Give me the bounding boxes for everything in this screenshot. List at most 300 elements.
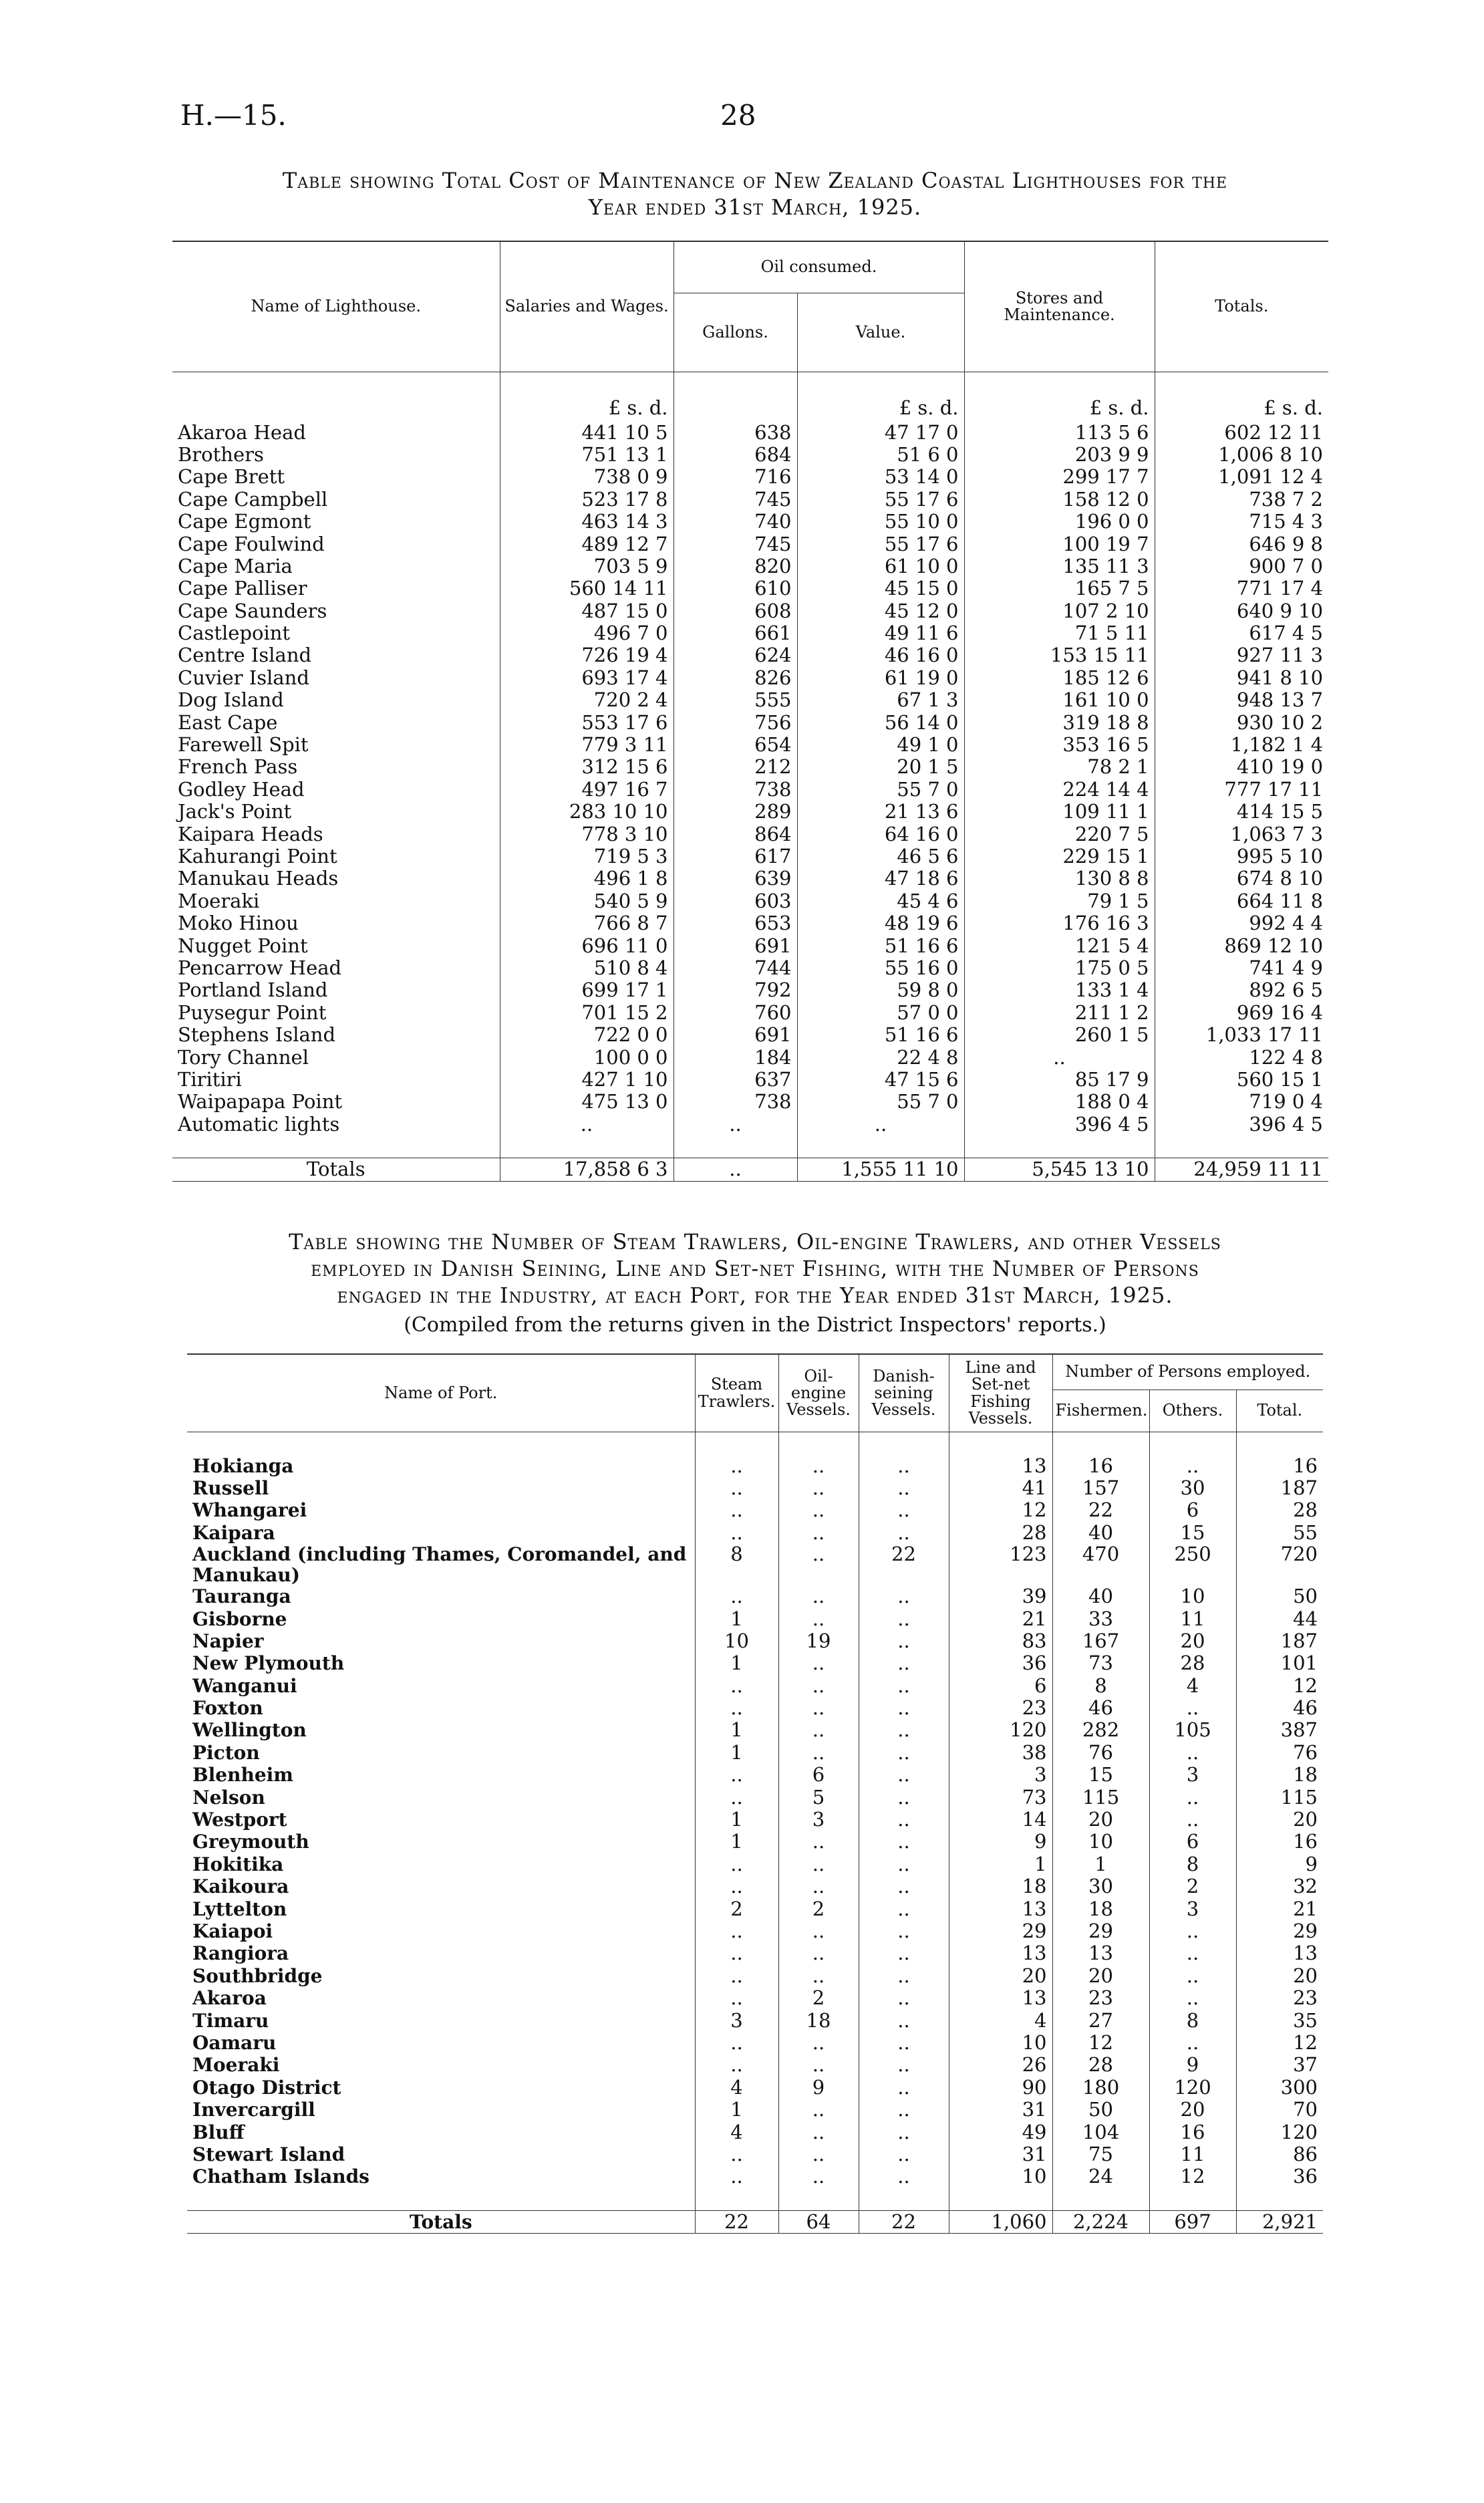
others: 4: [1149, 1675, 1236, 1697]
stores-maintenance: 109 11 1: [964, 801, 1155, 823]
steam-trawlers: 4: [695, 2077, 778, 2099]
stores-maintenance: 353 16 5: [964, 734, 1155, 756]
port-name: Wellington: [192, 1719, 307, 1742]
totals-row: [187, 2210, 1323, 2233]
line-setnet-vessels: 73: [949, 1786, 1052, 1808]
oil-engine-vessels: 2: [778, 1987, 859, 2009]
salaries-wages: 475 13 0: [500, 1091, 674, 1113]
oil-gallons: 661: [674, 622, 797, 644]
salaries-wages: 441 10 5: [500, 421, 674, 443]
line-setnet-vessels: 31: [949, 2143, 1052, 2165]
line-setnet-vessels: 20: [949, 1965, 1052, 1987]
stores-maintenance: 71 5 11: [964, 622, 1155, 644]
danish-seining-vessels: ..: [859, 1965, 949, 1987]
salaries-wages: 701 15 2: [500, 1002, 674, 1024]
stores-maintenance: 165 7 5: [964, 577, 1155, 600]
spacer-row: [187, 2188, 1323, 2211]
others: ..: [1149, 1920, 1236, 1942]
report-code: H.—15.: [180, 99, 287, 132]
lighthouse-name: Brothers: [178, 442, 264, 466]
danish-seining-vessels: ..: [859, 2143, 949, 2165]
danish-seining-vessels: ..: [859, 1742, 949, 1764]
line-setnet-vessels: 120: [949, 1719, 1052, 1741]
stores-maintenance: 229 15 1: [964, 845, 1155, 868]
danish-seining-vessels: ..: [859, 1697, 949, 1719]
danish-seining-vessels: ..: [859, 2165, 949, 2188]
line-setnet-vessels: 9: [949, 1831, 1052, 1853]
stores-maintenance: 121 5 4: [964, 934, 1155, 956]
table-row: [172, 912, 1328, 934]
salaries-wages: 696 11 0: [500, 934, 674, 956]
lighthouse-total: 927 11 3: [1155, 644, 1328, 666]
table-row: [172, 801, 1328, 823]
table-row: [172, 689, 1328, 711]
oil-gallons: 820: [674, 555, 797, 577]
table-row: [187, 1607, 1323, 1629]
stores-maintenance: 185 12 6: [964, 667, 1155, 689]
salaries-wages: 496 7 0: [500, 622, 674, 644]
port-name: Bluff: [192, 2121, 245, 2143]
table-row: [187, 1522, 1323, 1544]
danish-seining-vessels: ..: [859, 1875, 949, 1897]
stores-maintenance: 188 0 4: [964, 1091, 1155, 1113]
lighthouse-title-line-2: Year ended 31st March, 1925.: [588, 194, 922, 220]
line-setnet-vessels: 13: [949, 1987, 1052, 2009]
table-row: [187, 1875, 1323, 1897]
oil-gallons: 624: [674, 644, 797, 666]
fishermen: 29: [1052, 1920, 1149, 1942]
persons-total: 86: [1236, 2143, 1323, 2165]
steam-trawlers: ..: [695, 2054, 778, 2076]
lighthouse-total: 992 4 4: [1155, 912, 1328, 934]
table-row: [172, 1113, 1328, 1136]
port-name: Stewart Island: [192, 2143, 345, 2165]
lighthouse-name: Centre Island: [178, 644, 312, 667]
persons-total: 101: [1236, 1652, 1323, 1674]
persons-total: 20: [1236, 1965, 1323, 1987]
danish-seining-vessels: ..: [859, 1477, 949, 1499]
line-setnet-vessels: 90: [949, 2077, 1052, 2099]
oil-engine-vessels: ..: [778, 1544, 859, 1585]
table-row: [172, 890, 1328, 912]
oil-value: 55 17 6: [797, 533, 964, 555]
line-setnet-vessels: 26: [949, 2054, 1052, 2076]
danish-seining-vessels: ..: [859, 1719, 949, 1741]
danish-seining-vessels: ..: [859, 1652, 949, 1674]
salaries-wages: 523 17 8: [500, 489, 674, 511]
port-name: Napier: [192, 1629, 264, 1652]
salaries-wages: 489 12 7: [500, 533, 674, 555]
danish-seining-vessels: ..: [859, 2077, 949, 2099]
lighthouse-total: 646 9 8: [1155, 533, 1328, 555]
oil-value: 47 18 6: [797, 868, 964, 890]
steam-trawlers: 1: [695, 1719, 778, 1741]
stores-maintenance: 196 0 0: [964, 511, 1155, 533]
lighthouse-name: Portland Island: [178, 978, 328, 1002]
table-row: [187, 1853, 1323, 1875]
table-row: [172, 845, 1328, 868]
table-row: [187, 1585, 1323, 1607]
stores-maintenance: 130 8 8: [964, 868, 1155, 890]
steam-trawlers: ..: [695, 2032, 778, 2054]
port-name: Kaiapoi: [192, 1920, 273, 1942]
lighthouse-total: 664 11 8: [1155, 890, 1328, 912]
oil-engine-vessels: ..: [778, 1675, 859, 1697]
table-row: [187, 1987, 1323, 2009]
table-row: [172, 1046, 1328, 1068]
persons-total: 32: [1236, 1875, 1323, 1897]
others: 250: [1149, 1544, 1236, 1585]
oil-engine-vessels: 6: [778, 1764, 859, 1786]
col-fishermen: Fishermen.: [1052, 1390, 1149, 1432]
oil-gallons: 289: [674, 801, 797, 823]
line-setnet-vessels: 23: [949, 1697, 1052, 1719]
danish-seining-vessels: ..: [859, 1764, 949, 1786]
fishermen: 13: [1052, 1942, 1149, 1964]
danish-seining-vessels: ..: [859, 1585, 949, 1607]
salaries-wages: 779 3 11: [500, 734, 674, 756]
lighthouse-total: 674 8 10: [1155, 868, 1328, 890]
danish-seining-vessels: ..: [859, 2032, 949, 2054]
page-number: 28: [720, 99, 756, 132]
port-name: Moeraki: [192, 2054, 280, 2077]
line-setnet-vessels: 41: [949, 1477, 1052, 1499]
salaries-wages: 283 10 10: [500, 801, 674, 823]
steam-trawlers: ..: [695, 1675, 778, 1697]
persons-total: 13: [1236, 1942, 1323, 1964]
port-name: Kaikoura: [192, 1875, 289, 1898]
oil-value: 55 10 0: [797, 511, 964, 533]
steam-trawlers: 4: [695, 2121, 778, 2143]
fishermen: 24: [1052, 2165, 1149, 2188]
oil-engine-vessels: ..: [778, 1522, 859, 1544]
lighthouse-name: Cape Campbell: [178, 487, 328, 511]
salaries-wages: 560 14 11: [500, 577, 674, 600]
line-setnet-vessels: 18: [949, 1875, 1052, 1897]
port-name: Invercargill: [192, 2099, 315, 2121]
fishermen: 470: [1052, 1544, 1149, 1585]
stores-maintenance: 203 9 9: [964, 444, 1155, 466]
lighthouse-name: Nugget Point: [178, 934, 308, 957]
lighthouse-total: 24,959 11 11: [1155, 1158, 1328, 1181]
fishing-vessels-table: [187, 1353, 1323, 2234]
line-setnet-vessels: 13: [949, 1897, 1052, 1920]
lighthouse-total: 869 12 10: [1155, 934, 1328, 956]
salaries-wages: 703 5 9: [500, 555, 674, 577]
table-row: [187, 2077, 1323, 2099]
fishermen: 76: [1052, 1742, 1149, 1764]
oil-value: 20 1 5: [797, 756, 964, 778]
fishermen: 20: [1052, 1809, 1149, 1831]
steam-trawlers: ..: [695, 1499, 778, 1521]
col-lighthouse-name: Name of Lighthouse.: [172, 241, 500, 372]
table-row: [187, 2009, 1323, 2031]
port-name: Picton: [192, 1741, 260, 1764]
lighthouse-total: 995 5 10: [1155, 845, 1328, 868]
salaries-wages: 722 0 0: [500, 1024, 674, 1046]
fishermen: 104: [1052, 2121, 1149, 2143]
others: ..: [1149, 1454, 1236, 1476]
table-row: [172, 979, 1328, 1001]
table-row: [172, 444, 1328, 466]
table-row: [172, 644, 1328, 666]
stores-maintenance: 176 16 3: [964, 912, 1155, 934]
line-setnet-vessels: 3: [949, 1764, 1052, 1786]
stores-maintenance: 85 17 9: [964, 1069, 1155, 1091]
fishermen: 157: [1052, 1477, 1149, 1499]
oil-engine-vessels: ..: [778, 2032, 859, 2054]
steam-trawlers: ..: [695, 1786, 778, 1808]
spacer-row: [172, 372, 1328, 395]
oil-value: 46 5 6: [797, 845, 964, 868]
others: 6: [1149, 1499, 1236, 1521]
table-row: [172, 934, 1328, 956]
col-oil-engine-vessels: Oil-engine Vessels.: [778, 1354, 859, 1432]
fishermen: 12: [1052, 2032, 1149, 2054]
fishermen: 16: [1052, 1454, 1149, 1476]
fishermen: 23: [1052, 1987, 1149, 2009]
line-setnet-vessels: 4: [949, 2009, 1052, 2031]
persons-total: 36: [1236, 2165, 1323, 2188]
persons-total: 28: [1236, 1499, 1323, 1521]
oil-engine-vessels: ..: [778, 2143, 859, 2165]
port-name: Lyttelton: [192, 1897, 287, 1920]
lighthouse-name: Puysegur Point: [178, 1001, 327, 1024]
line-setnet-vessels: 6: [949, 1675, 1052, 1697]
salaries-wages: 553 17 6: [500, 711, 674, 733]
oil-engine-vessels: 18: [778, 2009, 859, 2031]
oil-gallons: 745: [674, 489, 797, 511]
others: ..: [1149, 1965, 1236, 1987]
oil-gallons: 744: [674, 957, 797, 979]
danish-seining-vessels: ..: [859, 1607, 949, 1629]
danish-seining-vessels: 22: [859, 1544, 949, 1585]
persons-total: 9: [1236, 1853, 1323, 1875]
line-setnet-vessels: 13: [949, 1942, 1052, 1964]
lighthouse-total: 900 7 0: [1155, 555, 1328, 577]
others: 3: [1149, 1764, 1236, 1786]
others: ..: [1149, 1786, 1236, 1808]
oil-gallons: 740: [674, 511, 797, 533]
oil-value: 67 1 3: [797, 689, 964, 711]
col-gallons: Gallons.: [674, 293, 797, 372]
oil-gallons: 745: [674, 533, 797, 555]
line-setnet-vessels: 83: [949, 1630, 1052, 1652]
lighthouse-total: 1,063 7 3: [1155, 823, 1328, 845]
oil-gallons: 826: [674, 667, 797, 689]
fishermen: 8: [1052, 1675, 1149, 1697]
oil-gallons: 555: [674, 689, 797, 711]
stores-maintenance: ..: [964, 1046, 1155, 1068]
fishermen: 282: [1052, 1719, 1149, 1741]
lighthouse-total: 948 13 7: [1155, 689, 1328, 711]
table-row: [172, 711, 1328, 733]
fishermen: 18: [1052, 1897, 1149, 1920]
lighthouse-total: 777 17 11: [1155, 779, 1328, 801]
oil-value: 59 8 0: [797, 979, 964, 1001]
salaries-wages: 487 15 0: [500, 600, 674, 622]
persons-total: 70: [1236, 2099, 1323, 2121]
table-row: [187, 1675, 1323, 1697]
salaries-wages: 751 13 1: [500, 444, 674, 466]
fishing-title-line-1: Table showing the Number of Steam Trawlers, Oil-engine Trawlers, and other Vessels: [289, 1229, 1221, 1255]
lighthouse-total: 738 7 2: [1155, 489, 1328, 511]
lighthouse-name: Cape Egmont: [178, 510, 311, 533]
persons-total: 20: [1236, 1809, 1323, 1831]
others: 11: [1149, 2143, 1236, 2165]
table-row: [187, 2165, 1323, 2188]
table-row: [172, 600, 1328, 622]
oil-value: 21 13 6: [797, 801, 964, 823]
others: ..: [1149, 2032, 1236, 2054]
table-row: [172, 734, 1328, 756]
lighthouse-total: 741 4 9: [1155, 957, 1328, 979]
lighthouse-total: 122 4 8: [1155, 1046, 1328, 1068]
oil-engine-vessels: ..: [778, 2099, 859, 2121]
col-oil-value: Value.: [797, 293, 964, 372]
danish-seining-vessels: ..: [859, 1454, 949, 1476]
stores-maintenance: 299 17 7: [964, 466, 1155, 488]
lighthouse-name: Dog Island: [178, 688, 284, 712]
oil-gallons: 603: [674, 890, 797, 912]
stores-maintenance: 224 14 4: [964, 779, 1155, 801]
oil-value: 47 17 0: [797, 421, 964, 443]
oil-gallons: 716: [674, 466, 797, 488]
currency-units: £ s. d.: [1155, 394, 1328, 421]
oil-value: 64 16 0: [797, 823, 964, 845]
lighthouse-total: 617 4 5: [1155, 622, 1328, 644]
oil-gallons: 691: [674, 934, 797, 956]
danish-seining-vessels: ..: [859, 1987, 949, 2009]
danish-seining-vessels: ..: [859, 1920, 949, 1942]
danish-seining-vessels: ..: [859, 1809, 949, 1831]
line-setnet-vessels: 12: [949, 1499, 1052, 1521]
persons-total: 35: [1236, 2009, 1323, 2031]
oil-engine-vessels: ..: [778, 1607, 859, 1629]
table-row: [172, 555, 1328, 577]
others: 10: [1149, 1585, 1236, 1607]
fishing-title-line-3: engaged in the Industry, at each Port, for the Year ended 31st March, 1925.: [337, 1283, 1173, 1308]
persons-total: 23: [1236, 1987, 1323, 2009]
steam-trawlers: 22: [695, 2210, 778, 2233]
fishermen: 33: [1052, 1607, 1149, 1629]
danish-seining-vessels: 22: [859, 2210, 949, 2233]
oil-engine-vessels: ..: [778, 2054, 859, 2076]
totals-row: [172, 1158, 1328, 1181]
lighthouse-name: Kahurangi Point: [178, 845, 337, 868]
fishermen: 22: [1052, 1499, 1149, 1521]
oil-value: 45 4 6: [797, 890, 964, 912]
lighthouse-total: 719 0 4: [1155, 1091, 1328, 1113]
lighthouse-table-body: [172, 372, 1328, 1182]
fishing-table-title: [154, 1228, 1356, 1309]
table-row: [187, 1697, 1323, 1719]
port-name: Nelson: [192, 1786, 265, 1809]
lighthouse-total: 1,006 8 10: [1155, 444, 1328, 466]
salaries-wages: 496 1 8: [500, 868, 674, 890]
table-row: [187, 1652, 1323, 1674]
salaries-wages: 766 8 7: [500, 912, 674, 934]
lighthouse-name: Moko Hinou: [178, 912, 299, 935]
steam-trawlers: ..: [695, 2165, 778, 2188]
oil-gallons: ..: [674, 1158, 797, 1181]
others: 28: [1149, 1652, 1236, 1674]
port-name: Timaru: [192, 2009, 269, 2032]
persons-total: 12: [1236, 2032, 1323, 2054]
table-row: [187, 2054, 1323, 2076]
persons-total: 120: [1236, 2121, 1323, 2143]
steam-trawlers: ..: [695, 1875, 778, 1897]
oil-gallons: 608: [674, 600, 797, 622]
fishermen: 2,224: [1052, 2210, 1149, 2233]
steam-trawlers: 1: [695, 1607, 778, 1629]
oil-gallons: 684: [674, 444, 797, 466]
lighthouse-name: Tory Channel: [178, 1045, 309, 1069]
danish-seining-vessels: ..: [859, 1522, 949, 1544]
steam-trawlers: ..: [695, 1987, 778, 2009]
lighthouse-table-title: [154, 167, 1356, 221]
oil-gallons: 654: [674, 734, 797, 756]
others: ..: [1149, 1987, 1236, 2009]
port-name: Gisborne: [192, 1607, 287, 1630]
oil-value: 55 17 6: [797, 489, 964, 511]
steam-trawlers: ..: [695, 1942, 778, 1964]
salaries-wages: 720 2 4: [500, 689, 674, 711]
lighthouse-total: 414 15 5: [1155, 801, 1328, 823]
table-row: [172, 1024, 1328, 1046]
oil-engine-vessels: 2: [778, 1897, 859, 1920]
persons-total: 115: [1236, 1786, 1323, 1808]
fishermen: 10: [1052, 1831, 1149, 1853]
currency-units: [674, 394, 797, 421]
oil-gallons: 617: [674, 845, 797, 868]
fishermen: 180: [1052, 2077, 1149, 2099]
table-row: [172, 823, 1328, 845]
oil-value: 49 1 0: [797, 734, 964, 756]
others: 120: [1149, 2077, 1236, 2099]
danish-seining-vessels: ..: [859, 1897, 949, 1920]
lighthouse-name: Castlepoint: [178, 622, 291, 645]
lighthouse-total: 1,182 1 4: [1155, 734, 1328, 756]
others: ..: [1149, 1942, 1236, 1964]
others: 12: [1149, 2165, 1236, 2188]
persons-total: 46: [1236, 1697, 1323, 1719]
danish-seining-vessels: ..: [859, 1499, 949, 1521]
oil-value: 55 7 0: [797, 1091, 964, 1113]
steam-trawlers: ..: [695, 1697, 778, 1719]
oil-gallons: 738: [674, 779, 797, 801]
lighthouse-name: Cuvier Island: [178, 666, 309, 689]
lighthouse-name: Manukau Heads: [178, 867, 339, 890]
oil-value: 61 19 0: [797, 667, 964, 689]
table-row: [187, 1499, 1323, 1521]
salaries-wages: 312 15 6: [500, 756, 674, 778]
lighthouse-cost-table: [172, 241, 1328, 1182]
persons-total: 37: [1236, 2054, 1323, 2076]
page-header: [180, 99, 1330, 146]
oil-gallons: 691: [674, 1024, 797, 1046]
oil-engine-vessels: ..: [778, 1853, 859, 1875]
stores-maintenance: 5,545 13 10: [964, 1158, 1155, 1181]
fishermen: 167: [1052, 1630, 1149, 1652]
lighthouse-total: 771 17 4: [1155, 577, 1328, 600]
table-row: [187, 1477, 1323, 1499]
lighthouse-name: Akaroa Head: [178, 420, 306, 444]
lighthouse-name: Cape Maria: [178, 554, 293, 577]
fishermen: 50: [1052, 2099, 1149, 2121]
steam-trawlers: ..: [695, 1454, 778, 1476]
col-danish-seining-vessels: Danish-seining Vessels.: [859, 1354, 949, 1432]
